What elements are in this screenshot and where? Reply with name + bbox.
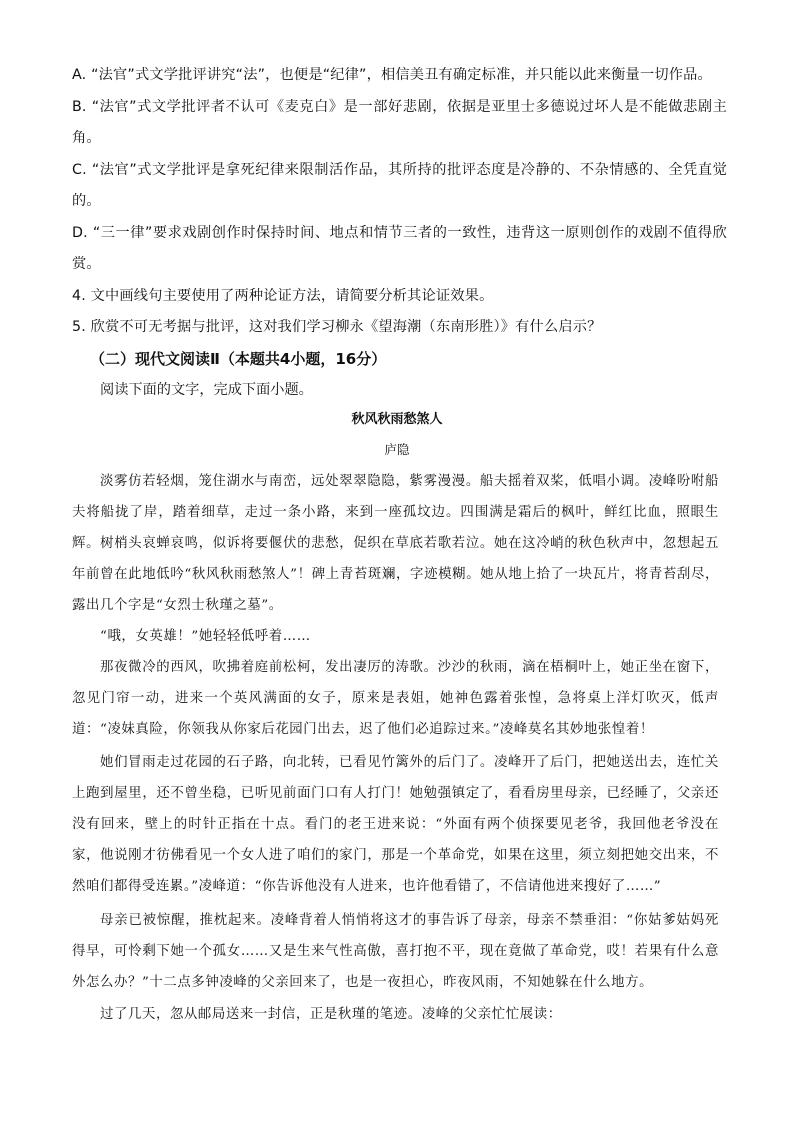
article-paragraph: 母亲已被惊醒，推枕起来。凌峰背着人悄悄将这才的事告诉了母亲，母亲不禁垂泪：“你姑爹姑妈死得早，可怜剩下她一个孤女……又是生来气性高傲，喜打抱不平，现在竟做了革命党，哎！若果有什么意外怎么办？”十二点多钟凌峰的父亲回来了，也是一夜担心，昨夜风雨，不知她躲在什么地方。 (72, 913, 719, 990)
option-a: A. “法官”式文学批评讲究“法”，也便是“纪律”，相信美丑有确定标准，并只能以此来衡量一切作品。 (72, 67, 712, 83)
question-5: 5. 欣赏不可无考据与批评，这对我们学习柳永《望海潮（东南形胜）》有什么启示？ (72, 319, 602, 335)
option-d: D. “三一律”要求戏剧创作时保持时间、地点和情节三者的一致性，违背这一原则创作的戏剧不值得欣赏。 (72, 225, 727, 272)
article-paragraph: 过了几天，忽从邮局送来一封信，正是秋瑾的笔迹。凌峰的父亲忙忙展读： (100, 1007, 562, 1022)
article-paragraph: 淡雾仿若轻烟，笼住湖水与南峦，远处翠翠隐隐，紫雾漫漫。船夫摇着双桨，低唱小调。凌峰吩咐船夫将船拢了岸，踏着细草，走过一条小路，来到一座孤坟边。四围满是霜后的枫叶，鲜红比血，照眼生辉。树梢头哀蝉哀鸣，似诉将要偃伏的悲愁，促织在草底若歌若泣。她在这冷峭的秋色秋声中，忽想起五年前曾在此地低吟“秋风秋雨愁煞人”！碑上青苔斑斓，字迹模糊。她从地上拾了一块瓦片，将青苔刮尽，露出几个字是“女烈士秋瑾之墓”。 (72, 474, 719, 613)
article-author: 庐隐 (384, 442, 410, 457)
article-paragraph: 那夜微冷的西风，吹拂着庭前松柯，发出凄厉的涛歌。沙沙的秋雨，滴在梧桐叶上，她正坐在窗下，忽见门帘一动，进来一个英风满面的女子，原来是表姐，她神色露着张惶，急将桌上洋灯吹灭，低声道：“凌妹真险，你领我从你家后花园门出去，迟了他们必追踪过来。”凌峰莫名其妙地张惶着！ (72, 660, 719, 737)
article-paragraph: “哦，女英雄！”她轻轻低呼着…… (100, 629, 311, 644)
option-c: C. “法官”式文学批评是拿死纪律来限制活作品，其所持的批评态度是冷静的、不杂情感的、全凭直觉的。 (72, 162, 727, 209)
section-heading: （二）现代文阅读Ⅱ（本题共4小题，16分） (90, 350, 387, 368)
article-paragraph: 她们冒雨走过花园的石子路，向北转，已看见竹篱外的后门了。凌峰开了后门，把她送出去，连忙关上跑到屋里，还不曾坐稳，已听见前面门口有人打门！她勉强镇定了，看看房里母亲，已经睡了，父亲还没有回来，壁上的时针正指在十点。看门的老王进来说：“外面有两个侦探要见老爷，我回他老爷没在家，他说刚才彷佛看见一个女人进了咱们的家门，那是一个革命党，如果在这里，须立刻把她交出来，不然咱们都得受连累。”凌峰道：“你告诉他没有人进来，也许他看错了，不信请他进来搜好了……” (72, 755, 719, 894)
reading-instruction: 阅读下面的文字，完成下面小题。 (100, 382, 313, 398)
question-4: 4. 文中画线句主要使用了两种论证方法，请简要分析其论证效果。 (72, 288, 494, 304)
option-b: B. “法官”式文学批评者不认可《麦克白》是一部好悲剧，依据是亚里士多德说过坏人是不能做悲剧主角。 (72, 99, 727, 146)
article-title: 秋风秋雨愁煞人 (351, 412, 443, 427)
